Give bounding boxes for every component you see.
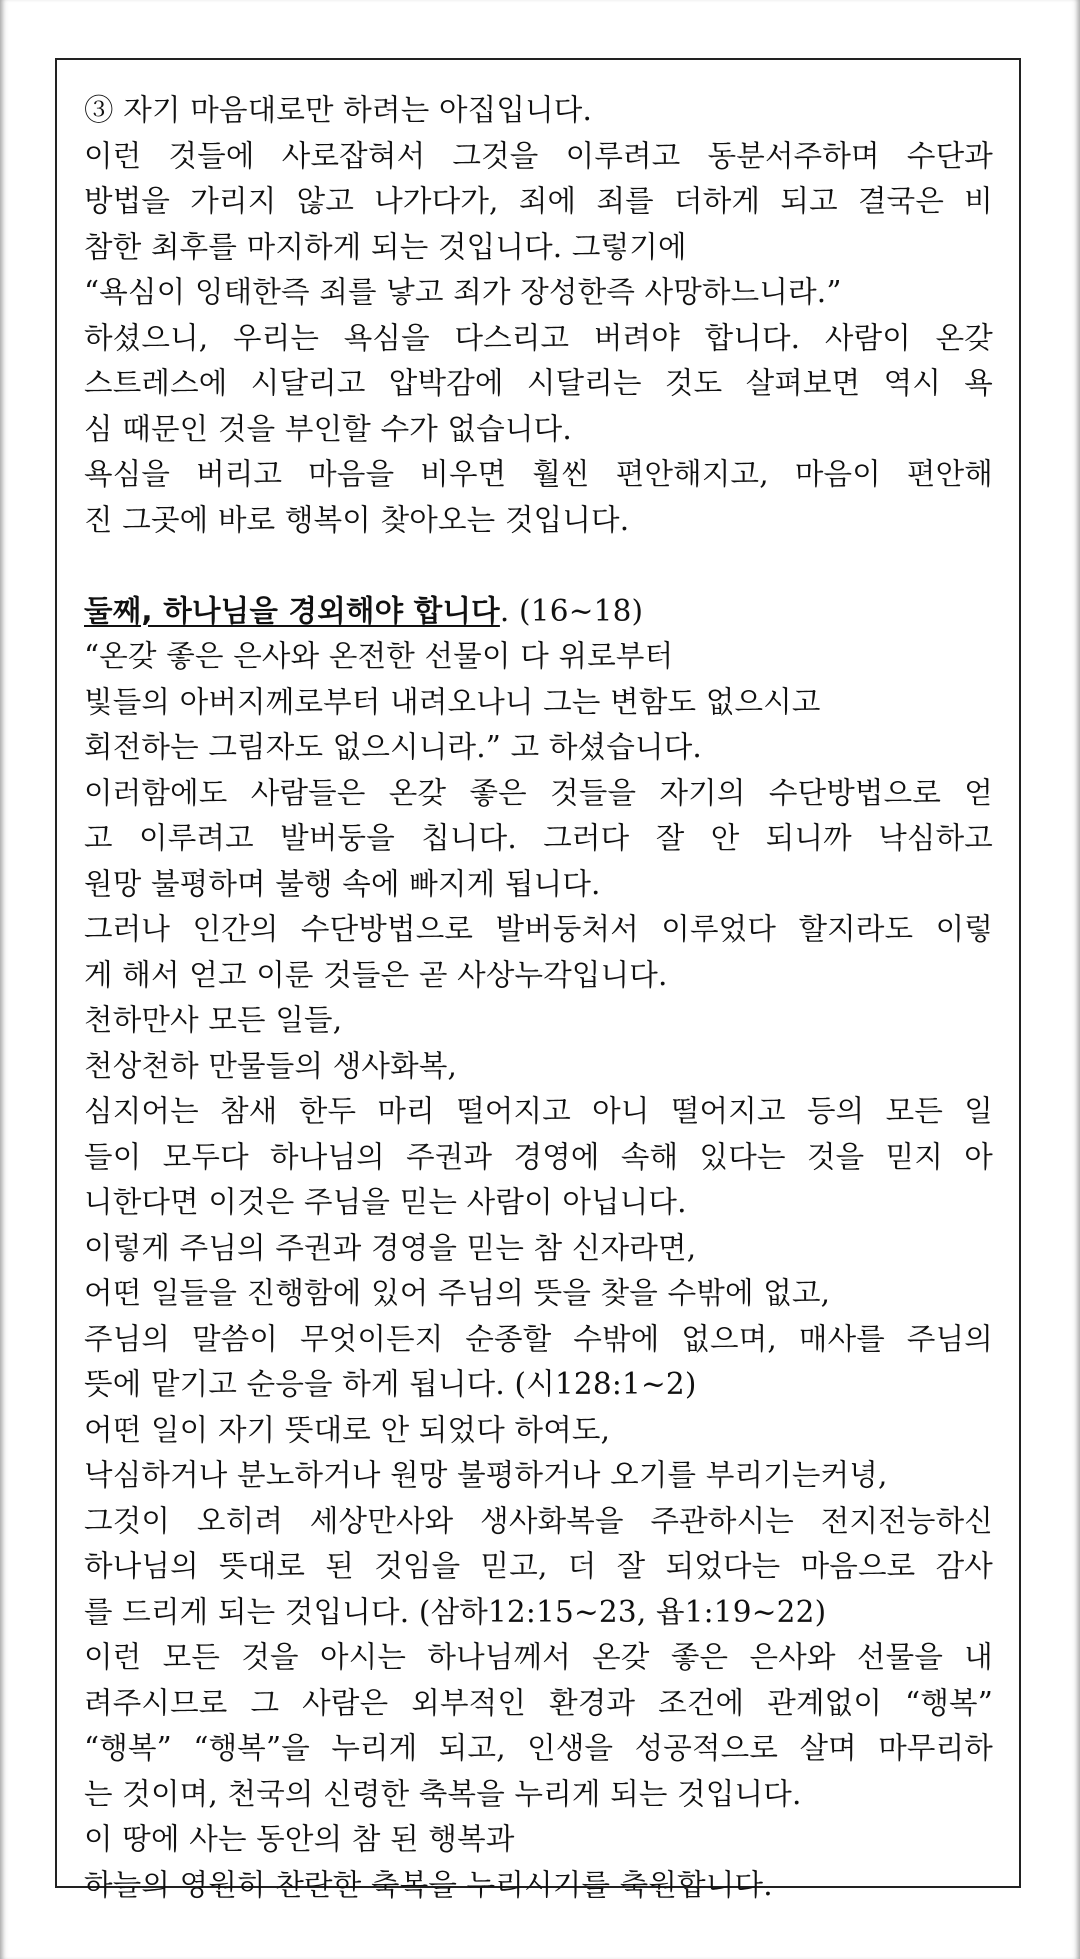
text-line: 낙심하거나 분노하거나 원망 불평하거나 오기를 부리기는커녕, bbox=[84, 1458, 888, 1492]
text-line: 하늘의 영원히 찬란한 축복을 누리시기를 축원합니다. bbox=[84, 1867, 773, 1902]
text-line: 회전하는 그림자도 없으시니라.” 고 하셨습니다. bbox=[84, 730, 702, 764]
text-line: 빛들의 아버지께로부터 내려오나니 그는 변함도 없으시고 bbox=[84, 684, 821, 719]
text-line: 그것이 오히려 세상만사와 생사화복을 주관하시는 전지전능하신 bbox=[84, 1503, 993, 1538]
text-line: 천상천하 만물들의 생사화복, bbox=[84, 1048, 458, 1083]
text-line: 뜻에 맡기고 순응을 하게 됩니다. (시128:1~2) bbox=[84, 1367, 697, 1401]
text-line: 이러함에도 사람들은 온갖 좋은 것들을 자기의 수단방법으로 얻 bbox=[84, 775, 993, 810]
heading-title: 둘째, 하나님을 경외해야 합니다 bbox=[84, 593, 500, 628]
paragraph-gap bbox=[84, 543, 993, 589]
text-line: 이 땅에 사는 동안의 참 된 행복과 bbox=[84, 1822, 515, 1856]
heading-reference: . (16~18) bbox=[499, 593, 644, 628]
text-line: 고 이루려고 발버둥을 칩니다. 그러다 잘 안 되니까 낙심하고 bbox=[84, 821, 993, 855]
text-line: “온갖 좋은 은사와 온전한 선물이 다 위로부터 bbox=[84, 639, 674, 673]
text-line: 를 드리게 되는 것입니다. (삼하12:15~23, 욥1:19~22) bbox=[84, 1594, 827, 1629]
text-line: 이런 것들에 사로잡혀서 그것을 이루려고 동분서주하며 수단과 bbox=[84, 138, 993, 173]
text-line: 주님의 말씀이 무엇이든지 순종할 수밖에 없으며, 매사를 주님의 bbox=[84, 1321, 993, 1356]
text-line: 진 그곳에 바로 행복이 찾아오는 것입니다. bbox=[84, 502, 630, 537]
text-line: 게 해서 얻고 이룬 것들은 곧 사상누각입니다. bbox=[84, 957, 668, 992]
text-box bbox=[55, 58, 1021, 1902]
text-line: 들이 모두다 하나님의 주권과 경영에 속해 있다는 것을 믿지 아 bbox=[84, 1139, 993, 1174]
text-line: 니한다면 이것은 주님을 믿는 사람이 아닙니다. bbox=[84, 1185, 687, 1219]
text-line: 하셨으니, 우리는 욕심을 다스리고 버려야 합니다. 사람이 온갖 bbox=[84, 320, 993, 355]
text-line: “욕심이 잉태한즉 죄를 낳고 죄가 장성한즉 사망하느니라.” bbox=[84, 275, 842, 309]
text-line: 욕심을 버리고 마음을 비우면 훨씬 편안해지고, 마음이 편안해 bbox=[84, 457, 993, 491]
text-line: 하나님의 뜻대로 된 것임을 믿고, 더 잘 되었다는 마음으로 감사 bbox=[84, 1549, 993, 1583]
text-line: 참한 최후를 마지하게 되는 것입니다. 그렇기에 bbox=[84, 229, 687, 264]
text-line: ③ 자기 마음대로만 하려는 아집입니다. bbox=[84, 93, 593, 127]
text-line: 그러나 인간의 수단방법으로 발버둥처서 이루었다 할지라도 이렇 bbox=[84, 912, 993, 946]
text-line: 스트레스에 시달리고 압박감에 시달리는 것도 살펴보면 역시 욕 bbox=[84, 366, 993, 400]
section-heading bbox=[84, 589, 993, 635]
text-line: 방법을 가리지 않고 나가다가, 죄에 죄를 더하게 되고 결국은 비 bbox=[84, 184, 993, 218]
text-line: 는 것이며, 천국의 신령한 축복을 누리게 되는 것입니다. bbox=[84, 1776, 802, 1811]
text-line: “행복” “행복”을 누리게 되고, 인생을 성공적으로 살며 마무리하 bbox=[84, 1731, 993, 1765]
text-line: 려주시므로 그 사람은 외부적인 환경과 조건에 관계없이 “행복” bbox=[84, 1685, 993, 1720]
text-line: 천하만사 모든 일들, bbox=[84, 1003, 343, 1037]
text-line: 심 때문인 것을 부인할 수가 없습니다. bbox=[84, 411, 572, 446]
text-line: 이런 모든 것을 아시는 하나님께서 온갖 좋은 은사와 선물을 내 bbox=[84, 1640, 993, 1674]
text-line: 이렇게 주님의 주권과 경영을 믿는 참 신자라면, bbox=[84, 1230, 697, 1265]
text-line: 심지어는 참새 한두 마리 떨어지고 아니 떨어지고 등의 모든 일 bbox=[84, 1094, 993, 1128]
text-line: 어떤 일이 자기 뜻대로 안 되었다 하여도, bbox=[84, 1412, 611, 1447]
text-line: 어떤 일들을 진행함에 있어 주님의 뜻을 찾을 수밖에 없고, bbox=[84, 1276, 831, 1310]
text-line: 원망 불평하며 불행 속에 빠지게 됩니다. bbox=[84, 866, 601, 901]
